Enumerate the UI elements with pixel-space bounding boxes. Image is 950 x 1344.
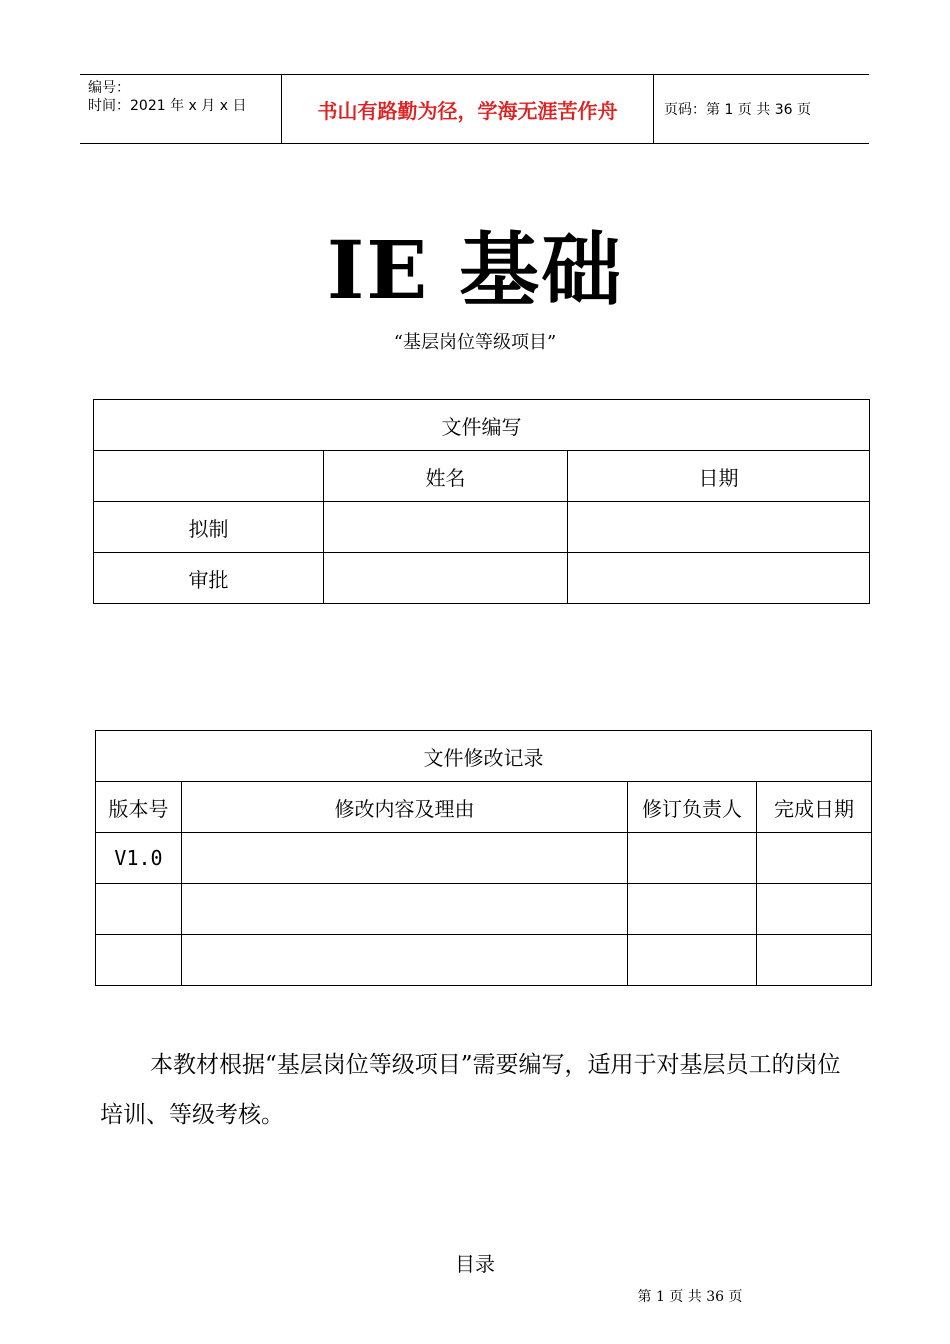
row-label: 拟制: [94, 502, 324, 553]
table-cell: [182, 884, 628, 935]
document-title: IE 基础: [326, 223, 624, 317]
table-cell: [182, 833, 628, 884]
table-cell: [757, 884, 872, 935]
table-cell: [628, 833, 757, 884]
page-header: [80, 74, 869, 144]
table-cell: [628, 935, 757, 986]
table-row: [94, 502, 870, 553]
intro-paragraph: 本教材根据“基层岗位等级项目”需要编写，适用于对基层员工的岗位培训、等级考核。: [100, 1052, 841, 1128]
version-cell: [96, 884, 182, 935]
column-header: 修改内容及理由: [182, 782, 628, 833]
version-cell: V1.0: [96, 833, 182, 884]
table-row: [94, 553, 870, 604]
table-cell: [324, 502, 568, 553]
revision-table: [95, 730, 872, 986]
version-cell: [96, 935, 182, 986]
revision-table-caption: 文件修改记录: [96, 731, 872, 782]
document-subtitle: “基层岗位等级项目”: [393, 332, 557, 353]
table-cell: [628, 884, 757, 935]
table-row: [96, 884, 872, 935]
table-row: [96, 833, 872, 884]
table-cell: [182, 935, 628, 986]
header-meta: [80, 75, 281, 143]
column-header: 姓名: [324, 451, 568, 502]
document-time: 时间：2021 年 x 月 x 日: [88, 98, 247, 114]
page-footer: 第 1 页 共 36 页: [637, 1289, 743, 1305]
toc-heading: 目录: [455, 1252, 495, 1276]
table-cell: [757, 935, 872, 986]
column-header: 版本号: [96, 782, 182, 833]
authoring-table-caption: 文件编写: [94, 400, 870, 451]
column-header: 修订负责人: [628, 782, 757, 833]
table-cell: [568, 553, 870, 604]
table-header-row: [94, 451, 870, 502]
table-cell: [324, 553, 568, 604]
header-page-info: 页码：第 1 页 共 36 页: [664, 102, 811, 118]
column-header: [94, 451, 324, 502]
table-cell: [568, 502, 870, 553]
header-motto: 书山有路勤为径，学海无涯苦作舟: [281, 75, 654, 143]
document-number-label: 编号：: [88, 80, 130, 96]
column-header: 完成日期: [757, 782, 872, 833]
row-label: 审批: [94, 553, 324, 604]
table-cell: [757, 833, 872, 884]
table-row: [96, 935, 872, 986]
table-header-row: [96, 782, 872, 833]
authoring-table: [93, 399, 870, 604]
column-header: 日期: [568, 451, 870, 502]
